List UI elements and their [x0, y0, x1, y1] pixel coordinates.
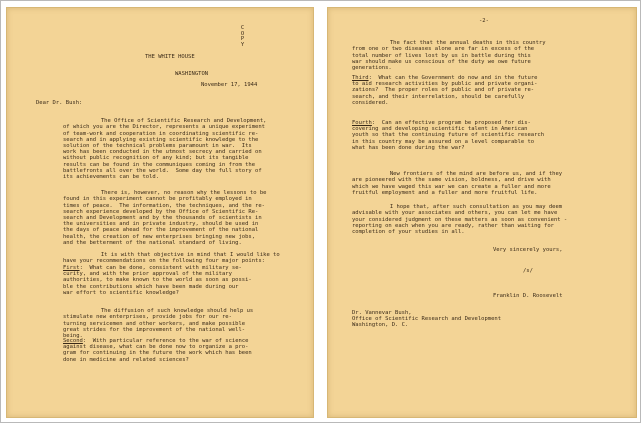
- paragraph-annual-deaths: [352, 34, 546, 77]
- point-third: [352, 75, 537, 106]
- page-number: -2-: [479, 18, 489, 24]
- paragraph-text: It is with that objective in mind that I would like to have your recommendations on the following four major points:: [63, 252, 280, 265]
- salutation: Dear Dr. Bush:: [36, 100, 83, 106]
- letterhead: THE WHITE HOUSE: [145, 54, 195, 60]
- point-label-first: First: [63, 265, 80, 271]
- paragraph-osrd-experiment: [63, 112, 266, 186]
- point-second: [63, 338, 252, 363]
- paragraph-text: There is, however, no reason why the lessons to be found in this experiment cannot be profitably employed in times of peace. The information, the techniques, and the re- search experience developed by the Office of Scientific Re- search and Development and by the thousands of scientists in the universities and in private industry, should be used in the days of peace ahead for the improvement of the national health, the creation of new enterprises bringing new jobs, and the betterment of the national standard of living.: [63, 190, 267, 246]
- point-label-second: Second: [63, 338, 83, 344]
- point-label-third: Third: [352, 75, 369, 81]
- paragraph-lessons-peace: [63, 184, 266, 252]
- paragraph-new-frontiers: [352, 165, 562, 202]
- signature-mark: /s/: [523, 268, 533, 274]
- paragraph-consultation: [352, 198, 567, 241]
- point-text-second: : With particular reference to the war of science against disease, what can be done now to organize a pro- gram for continuing in the future the work which has been done in medicine and related sciences?: [63, 338, 252, 363]
- paragraph-text: The diffusion of such knowledge should help us stimulate new enterprises, provide jobs for our re- turning servicemen and other workers, and make possible great strides for the improvement of the national well- being.: [63, 308, 254, 340]
- point-text-third: : What can the Government do now and in the future to aid research activities by public and private organi- zations? The proper roles of public and of private re- search, and their interrelation, should be carefully considered.: [352, 75, 538, 106]
- point-text-fourth: : Can an effective program be proposed for dis- covering and developing scientific talent in American youth so that the continuing future of scientific research in this country may be assured on a level comparable to what has been done during the war?: [352, 120, 545, 151]
- paragraph-text: The fact that the annual deaths in this country from one or two diseases alone are far in excess of the total number of lives lost by us in battle during this war should make us conscious of the duty we owe future generations.: [352, 40, 546, 72]
- paragraph-text: The Office of Scientific Research and Development, of which you are the Director, represents a unique experiment of team-work and cooperation in coordinating scientific re- search and in applying existing scientific knowledge to the solution of the technical problems paramount in war. Its work has been conducted in the utmost secrecy and carried on without public recognition of any kind; but its tangible results can be found in the communiques coming in from the battlefronts all over the world. Some day the full story of its achievements can be told.: [63, 118, 267, 181]
- point-first: [63, 265, 252, 296]
- point-text-first: : What can be done, consistent with military se- curity, and with the prior approval of the military authorities, to make known to the world as soon as possi- ble the contributions which have been made during our war effort to scientific knowledge?: [63, 265, 252, 296]
- letter-page-1: [6, 7, 314, 418]
- letter-page-2: [327, 7, 637, 418]
- paragraph-text: I hope that, after such consultation as you may deem advisable with your associates and others, you can let me have your considered judgment on these matters as soon as convenient - reporting on each when you are ready, rather than waiting for completion of your studies in all.: [352, 204, 568, 236]
- copy-stamp: C O P Y: [240, 25, 245, 48]
- letter-date: November 17, 1944: [201, 82, 258, 88]
- paragraph-text: New frontiers of the mind are before us, and if they are pioneered with the same vision, boldness, and drive with which we have waged this war we can create a fuller and more fruitful employment and a fuller and more fruitful life.: [352, 171, 563, 196]
- point-fourth: [352, 120, 544, 151]
- point-label-fourth: Fourth: [352, 120, 372, 126]
- place-line: WASHINGTON: [175, 71, 209, 77]
- signer-name: Franklin D. Roosevelt: [493, 293, 563, 299]
- closing: Very sincerely yours,: [493, 247, 563, 253]
- addressee-block: Dr. Vannevar Bush, Office of Scientific Research and Development Washington, D. C.: [352, 310, 502, 329]
